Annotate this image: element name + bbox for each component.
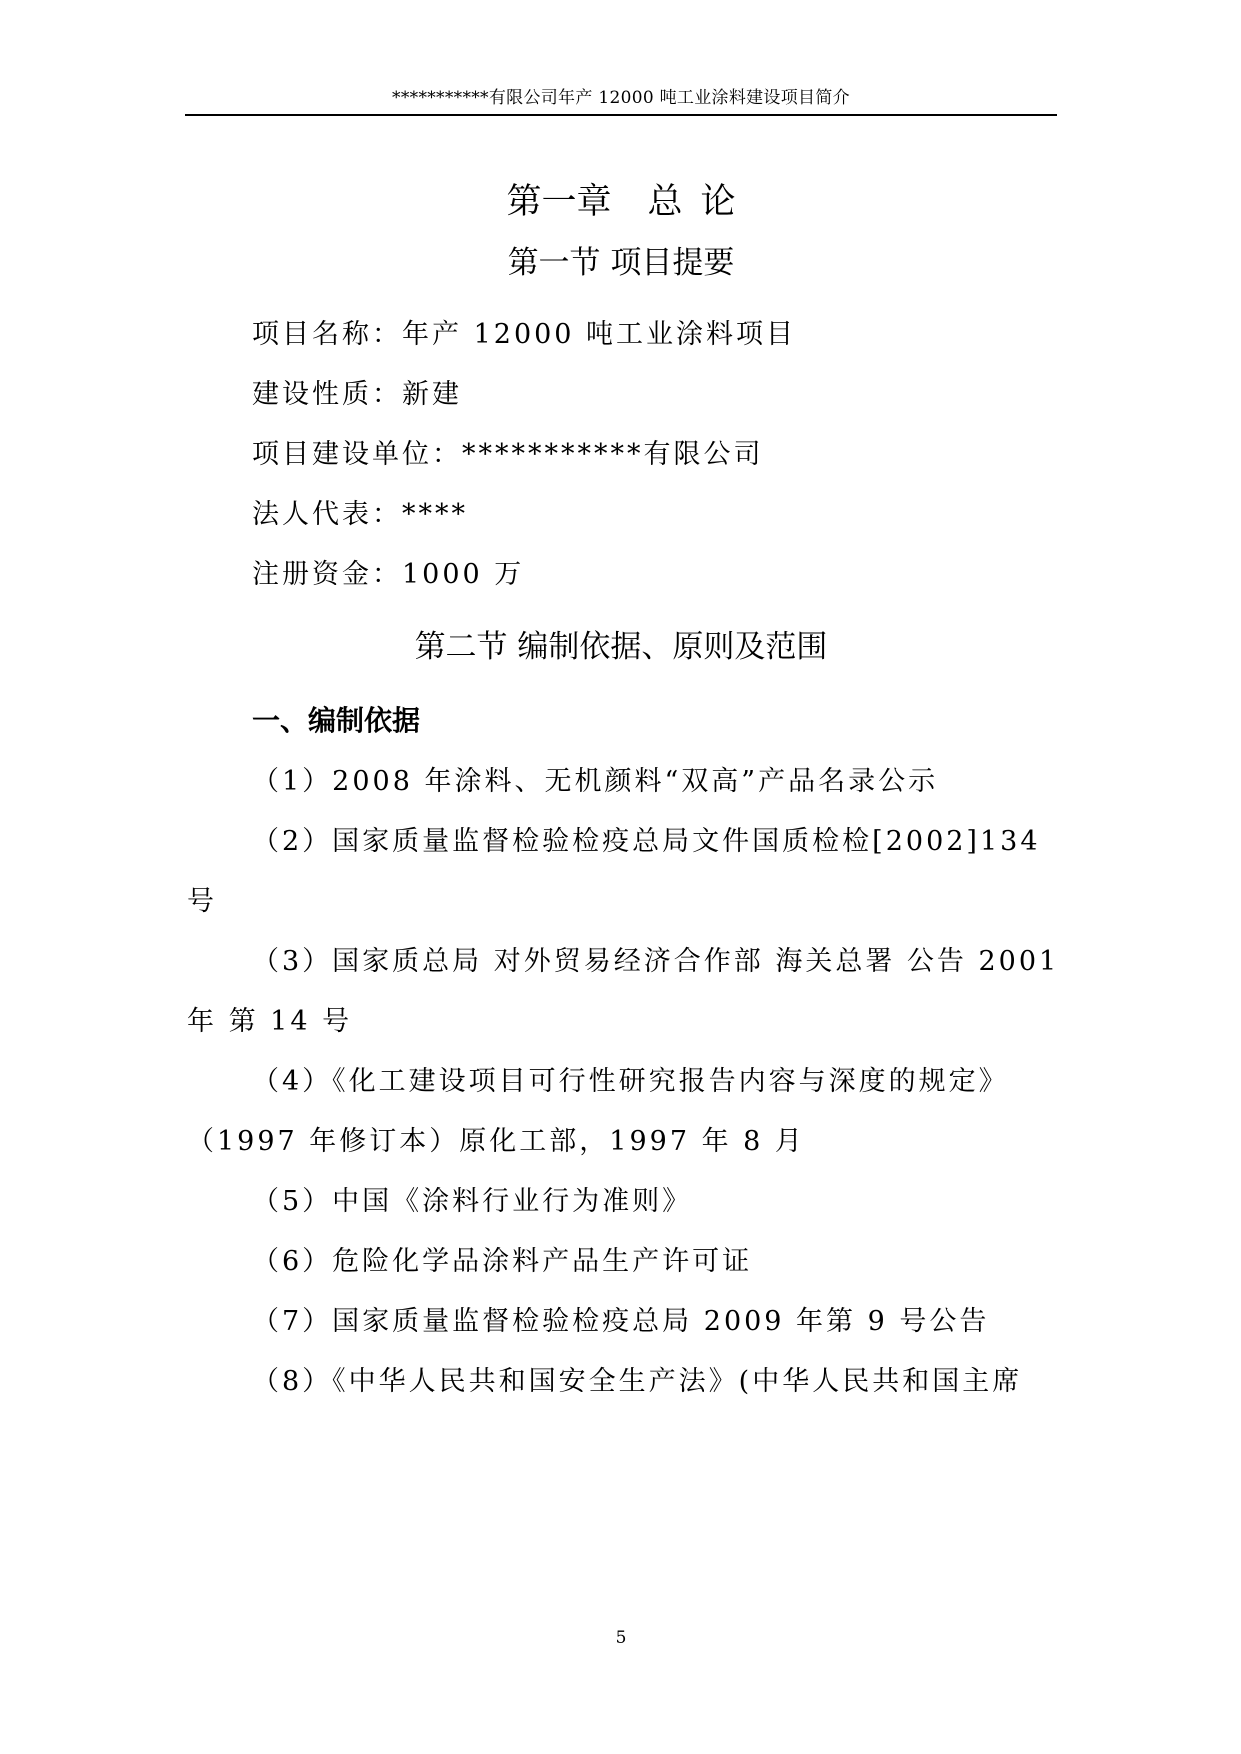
info-label: 注册资金：	[252, 559, 402, 590]
basis-item-3: （3）国家质总局 对外贸易经济合作部 海关总署 公告 2001	[252, 946, 1060, 977]
chapter-title	[185, 180, 1057, 224]
running-header: ***********有限公司年产 12000 吨工业涂料建设项目简介	[392, 88, 850, 108]
info-construction-type	[252, 377, 462, 413]
basis-item-2: （2）国家质量监督检验检疫总局文件国质检检[2002]134	[252, 826, 1041, 857]
info-registered-capital	[252, 557, 524, 593]
basis-item-5: （5）中国《涂料行业行为准则》	[252, 1186, 693, 1217]
info-label: 项目建设单位：	[252, 439, 462, 470]
basis-item-3-continued: 年 第 14 号	[187, 1006, 353, 1037]
info-project-name	[252, 317, 796, 353]
basis-item-6: （6）危险化学品涂料产品生产许可证	[252, 1246, 753, 1277]
subsection-title: 一、编制依据	[252, 704, 421, 737]
info-value: ****	[402, 499, 468, 530]
chapter-title-word-1: 总	[647, 182, 683, 222]
basis-item-1: （1）2008 年涂料、无机颜料“双高”产品名录公示	[252, 766, 939, 797]
info-legal-representative	[252, 497, 468, 533]
info-builder	[252, 437, 764, 473]
section-title-1: 第一节 项目提要	[507, 245, 735, 281]
basis-item-4-continued: （1997 年修订本）原化工部，1997 年 8 月	[187, 1126, 805, 1157]
info-label: 项目名称：	[252, 319, 402, 350]
section-title-2: 第二节 编制依据、原则及范围	[414, 629, 828, 665]
info-label: 法人代表：	[252, 499, 402, 530]
info-label: 建设性质：	[252, 379, 402, 410]
info-value: 年产 12000 吨工业涂料项目	[402, 319, 797, 350]
info-value: 1000 万	[402, 559, 525, 590]
basis-item-7: （7）国家质量监督检验检疫总局 2009 年第 9 号公告	[252, 1306, 990, 1337]
header-rule	[185, 114, 1057, 116]
page-number: 5	[615, 1628, 627, 1648]
basis-item-2-continued: 号	[187, 886, 217, 917]
chapter-title-word-2: 论	[700, 182, 736, 222]
info-value: ***********有限公司	[462, 439, 764, 470]
basis-item-4: （4）《化工建设项目可行性研究报告内容与深度的规定》	[252, 1066, 1009, 1097]
basis-item-8: （8）《中华人民共和国安全生产法》(中华人民共和国主席	[252, 1366, 1023, 1397]
chapter-title-number: 第一章	[506, 182, 612, 222]
info-value: 新建	[402, 379, 462, 410]
